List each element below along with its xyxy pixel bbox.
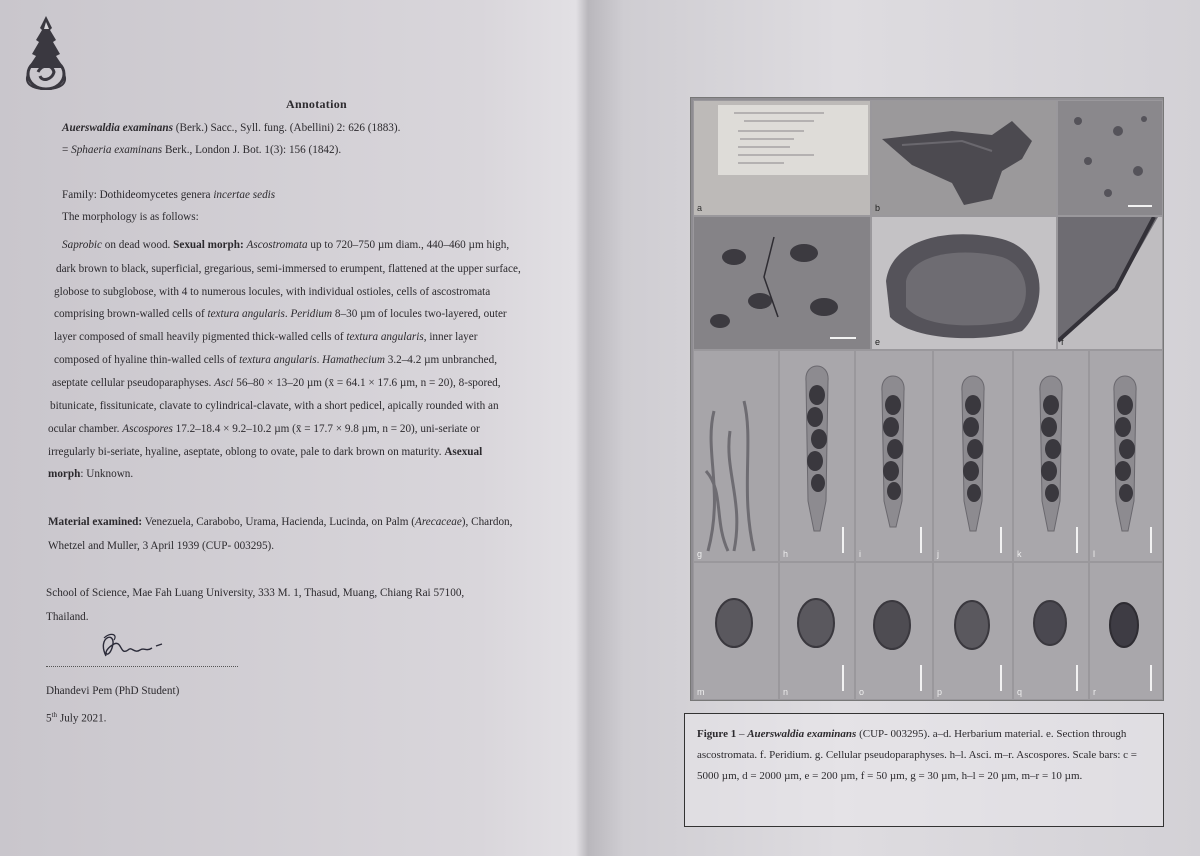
synonym-name: Sphaeria examinans (71, 144, 163, 156)
figure-caption-box (684, 713, 1164, 827)
panel-letter-l: l (1093, 549, 1095, 559)
scale-bar-q (1076, 665, 1078, 691)
panel-letter-i: i (859, 549, 861, 559)
panel-q-ascospore (1013, 562, 1089, 700)
desc-text: composed of hyaline thin-walled cells of (54, 354, 240, 366)
arecaceae-term: Arecaceae (415, 516, 462, 528)
signature-line (46, 666, 238, 667)
material-examined-line-2: Whetzel and Muller, 3 April 1939 (CUP- 003295). (48, 540, 275, 552)
annotation-heading: Annotation (286, 97, 348, 111)
panel-letter-e: e (875, 337, 881, 347)
herbarium-label-image (694, 101, 870, 215)
surface-texture-image (1058, 101, 1162, 215)
date-rest: July 2021. (57, 712, 107, 725)
desc-text: : Unknown. (80, 468, 134, 480)
family-line (62, 188, 275, 202)
specimen-image (872, 101, 1056, 215)
description-line-4 (54, 307, 507, 321)
panel-o-ascospore (855, 562, 933, 700)
figure-caption (697, 724, 1153, 787)
desc-text: . (316, 354, 323, 366)
panel-letter-h: h (783, 549, 789, 559)
panel-letter-k: k (1017, 549, 1022, 559)
university-seal-logo (22, 14, 70, 90)
signature-date (46, 708, 106, 726)
panel-letter-m: m (697, 687, 705, 697)
morph-label: morph (48, 468, 81, 480)
panel-g-pseudoparaphyses (693, 350, 779, 562)
textura-term: textura angularis (239, 354, 317, 366)
panel-f-peridium (1057, 216, 1163, 350)
peridium-term: Peridium (290, 308, 333, 320)
desc-text: 3.2–4.2 µm unbranched, (384, 354, 498, 366)
material-examined-label: Material examined: (48, 516, 143, 528)
scale-bar-l (1150, 527, 1152, 553)
figure-species-name: Auerswaldia examinans (747, 728, 857, 740)
desc-text: . (284, 308, 291, 320)
panel-j-ascus (933, 350, 1013, 562)
address-line-2: Thailand. (46, 611, 89, 623)
panel-letter-p: p (937, 687, 943, 697)
panel-h-ascus (779, 350, 855, 562)
scale-bar-d (830, 337, 856, 339)
textura-term: textura angularis (207, 308, 285, 320)
synonym-line (62, 143, 341, 157)
description-line-3: globose to subglobose, with 4 to numerous locules, with individual ostioles, cells of ascostromata (54, 286, 491, 298)
panel-letter-f: f (1061, 337, 1064, 347)
panel-r-ascospore (1089, 562, 1163, 700)
panel-letter-r: r (1093, 687, 1096, 697)
date-suffix: th (51, 711, 58, 719)
description-line-9 (48, 422, 480, 436)
desc-text: comprising brown-walled cells of (54, 308, 208, 320)
desc-text: aseptate cellular pseudoparaphyses. (52, 377, 215, 389)
desc-text: 8–30 µm of locules two-layered, outer (332, 308, 507, 320)
panel-l-ascus (1089, 350, 1163, 562)
scale-bar-k (1076, 527, 1078, 553)
panel-letter-j: j (937, 549, 939, 559)
panel-m-ascospore (693, 562, 779, 700)
desc-text: on dead wood. (101, 239, 174, 251)
family-prefix: Family: Dothideomycetes genera (62, 189, 214, 201)
species-authority: (Berk.) Sacc., Syll. fung. (Abellini) 2: 626 (1883). (172, 122, 401, 134)
ascospore-image (694, 563, 778, 699)
desc-text: , inner layer (423, 331, 478, 343)
figure-dash: – (736, 728, 748, 740)
desc-text: layer composed of small heavily pigmented thick-walled cells of (54, 331, 347, 343)
scale-bar-c (1128, 205, 1152, 207)
saprobic-term: Saprobic (62, 239, 102, 251)
panel-letter-g: g (697, 549, 703, 559)
description-line-2: dark brown to black, superficial, gregarious, semi-immersed to erumpent, flattened at the upper surface, (56, 263, 521, 275)
desc-text: up to 720–750 µm diam., 440–460 µm high, (307, 239, 510, 251)
figure-plate (690, 97, 1164, 701)
desc-text: ocular chamber. (48, 423, 123, 435)
description-line-6 (54, 353, 497, 367)
species-name-line (62, 121, 400, 135)
pseudoparaphyses-image (694, 351, 778, 561)
scale-bar-p (1000, 665, 1002, 691)
ascostromata-section-image (872, 217, 1056, 349)
synonym-prefix: = (62, 144, 72, 156)
panel-e-section (871, 216, 1057, 350)
panel-b-specimen (871, 100, 1057, 216)
scale-bar-r (1150, 665, 1152, 691)
signatory-name: Dhandevi Pem (PhD Student) (46, 685, 180, 697)
synonym-authority: Berk., London J. Bot. 1(3): 156 (1842). (162, 144, 342, 156)
left-page (0, 0, 590, 856)
panel-d-stromata (693, 216, 871, 350)
figure-caption-text: (CUP- 003295). a–d. Herbarium material. e. Section through ascostromata. f. Peridium. g. Cellular pseudoparaphyses. h–l. Asci. m–r. Ascospores. Scale bars: c = 5000 µm, d = 2000 µm, e = 200 µm, f = 50 µm, g = 30 µm, h–l = 20 µm, m–r = 10 µm. (697, 728, 1138, 782)
scale-bar-j (1000, 527, 1002, 553)
species-name: Auerswaldia examinans (62, 122, 173, 134)
asexual-label: Asexual (444, 446, 483, 458)
description-line-5 (54, 330, 477, 344)
material-text: Venezuela, Carabobo, Urama, Hacienda, Lucinda, on Palm ( (142, 516, 415, 528)
panel-i-ascus (855, 350, 933, 562)
ascostromata-term: Ascostromata (246, 239, 308, 251)
desc-text: irregularly bi-seriate, hyaline, aseptate, oblong to ovate, pale to dark brown on maturity. (48, 446, 445, 458)
hamathecium-term: Hamathecium (322, 354, 385, 366)
material-text: ), Chardon, (461, 516, 513, 528)
peridium-image (1058, 217, 1162, 349)
sexual-morph-label: Sexual morph: (173, 239, 244, 251)
panel-k-ascus (1013, 350, 1089, 562)
panel-p-ascospore (933, 562, 1013, 700)
address-line-1: School of Science, Mae Fah Luang University, 333 M. 1, Thasud, Muang, Chiang Rai 57100, (46, 587, 465, 599)
desc-text: 17.2–18.4 × 9.2–10.2 µm (x̄ = 17.7 × 9.8 µm, n = 20), uni-seriate or (172, 423, 480, 435)
panel-letter-n: n (783, 687, 789, 697)
description-line-10 (48, 445, 482, 459)
panel-n-ascospore (779, 562, 855, 700)
description-line-8: bitunicate, fissitunicate, clavate to cylindrical-clavate, with a short pedicel, apically rounded with an (50, 400, 499, 412)
scale-bar-o (920, 665, 922, 691)
material-examined-line-1 (48, 515, 512, 529)
scale-bar-h (842, 527, 844, 553)
morphology-intro: The morphology is as follows: (62, 211, 199, 223)
panel-c-surface (1057, 100, 1163, 216)
family-incertae-sedis: incertae sedis (213, 189, 276, 201)
date-day: 5 (46, 712, 52, 725)
panel-letter-q: q (1017, 687, 1023, 697)
panel-letter-o: o (859, 687, 865, 697)
description-line-1 (62, 238, 509, 252)
figure-label: Figure 1 (697, 728, 737, 740)
scale-bar-i (920, 527, 922, 553)
handwritten-signature (92, 626, 172, 666)
panel-a-herbarium-label (693, 100, 871, 216)
scale-bar-n (842, 665, 844, 691)
panel-letter-a: a (697, 203, 703, 213)
desc-text: 56–80 × 13–20 µm (x̄ = 64.1 × 17.6 µm, n = 20), 8-spored, (233, 377, 501, 389)
description-line-7 (52, 376, 501, 390)
stromata-image (694, 217, 870, 349)
panel-letter-b: b (875, 203, 881, 213)
asci-term: Asci (214, 377, 234, 389)
ascospores-term: Ascospores (122, 423, 173, 435)
textura-term: textura angularis (346, 331, 424, 343)
description-line-11 (48, 467, 133, 481)
